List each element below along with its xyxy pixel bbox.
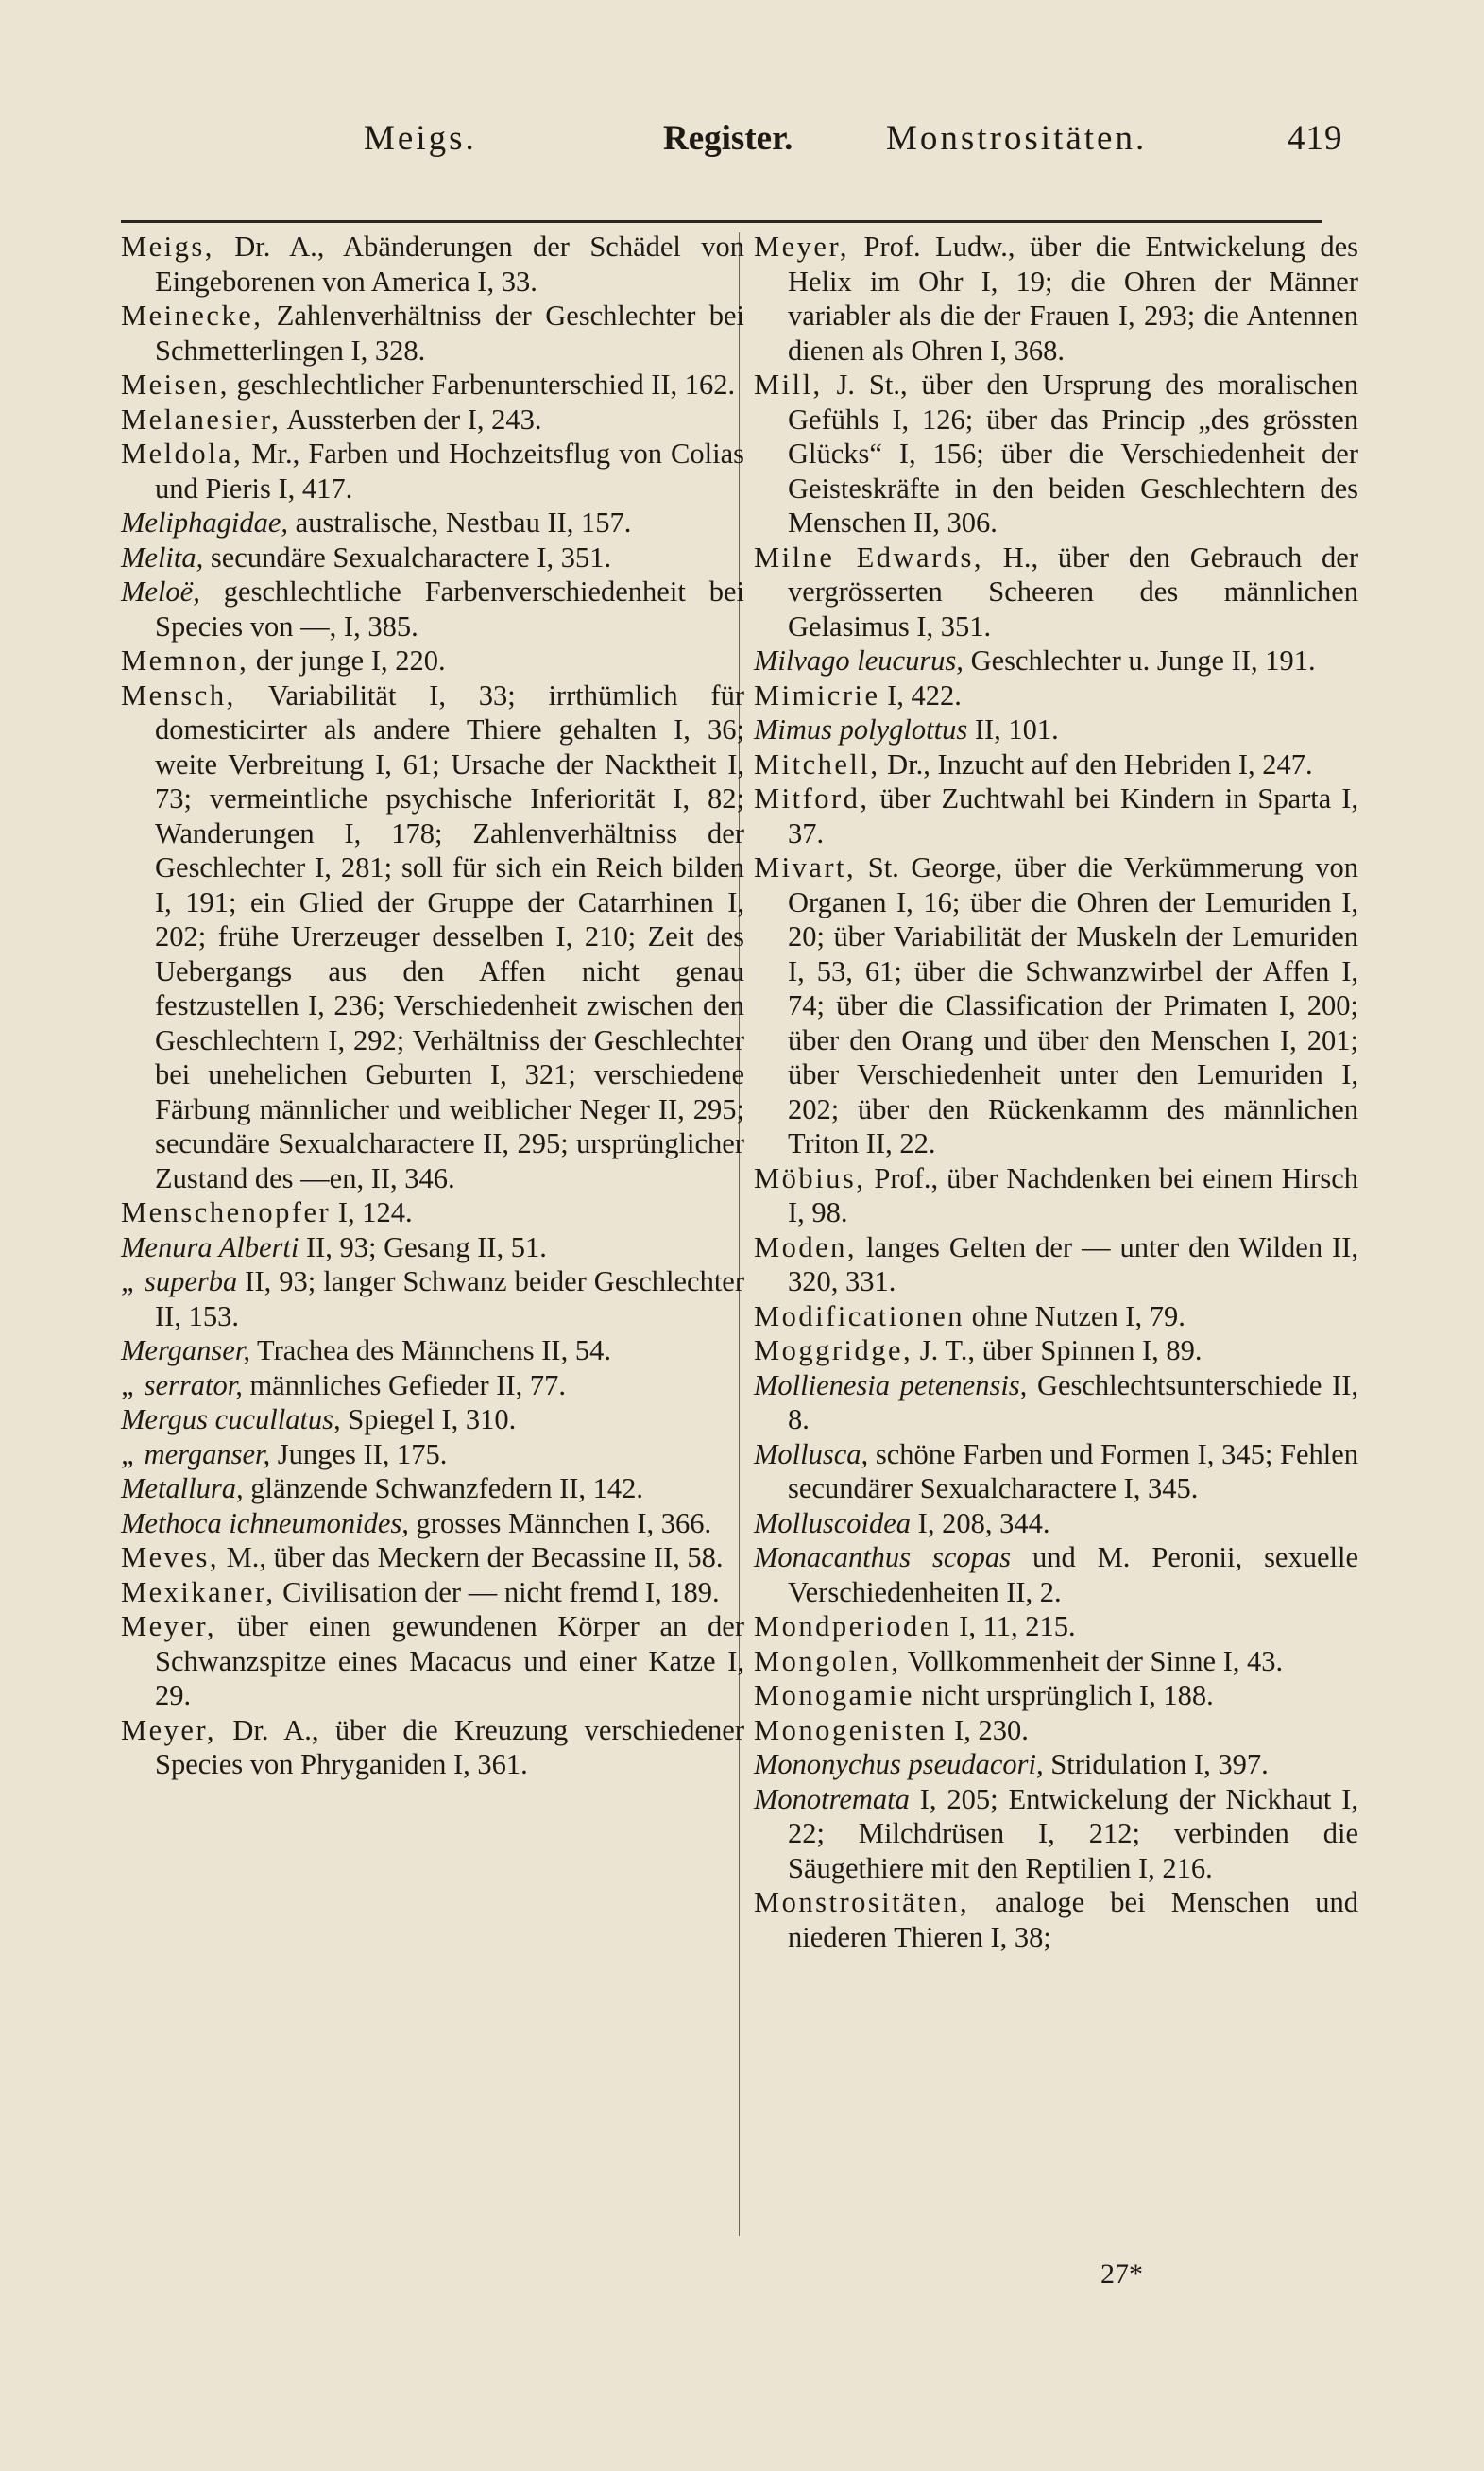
index-entry [121,1368,744,1403]
entry-text: nicht ursprünglich I, 188. [913,1679,1214,1711]
entry-text: Trachea des Männchens II, 54. [249,1334,611,1366]
index-entry [121,1333,744,1368]
entry-heading: Mongolen, [754,1644,901,1677]
header-rule [121,220,1322,223]
entry-text: I, 208, 344. [911,1506,1050,1539]
index-entry [121,1402,744,1437]
entry-heading: Meloë, [121,575,200,608]
entry-heading: Möbius, [754,1161,866,1194]
entry-heading: Menschenopfer [121,1196,332,1228]
index-entry [754,1885,1358,1954]
index-entry [754,1747,1358,1782]
entry-text: glänzende Schwanzfedern II, 142. [243,1472,644,1504]
entry-heading: Memnon, [121,644,249,677]
entry-heading: Molluscoidea [754,1506,912,1539]
entry-heading: Meisen, [121,369,230,401]
entry-heading: Mivart, [754,851,857,884]
entry-text: H., über den Gebrauch der vergrösserten Scheeren des männlichen Gelasimus I, 351. [788,541,1358,643]
index-entry [121,1195,744,1230]
index-entry [121,1575,744,1610]
entry-text: St. George, über die Verkümmerung von Organen I, 16; über die Ohren der Lemuriden I, 20; über Variabilität der Muskeln der Lemuriden I, 53, 61; über die Schwanzwirbel der Affen I, 74; über die Classification der Primaten I, 200; über den Orang und über den Menschen I, 201; über Verschiedenheit unter den Lemuriden I, 202; über den Rückenkamm des männlichen Triton II, 22. [788,851,1358,1159]
entry-heading: Milvago leucurus, [754,644,964,677]
index-entry [754,643,1358,678]
entry-text: der junge I, 220. [248,644,446,677]
entry-text: langes Gelten der — unter den Wilden II, 320, 331. [788,1230,1358,1297]
index-entry [754,850,1358,1161]
index-entry [754,230,1358,368]
entry-heading: Meigs, [121,231,214,263]
index-entry [754,368,1358,541]
entry-text: M., über das Meckern der Becassine II, 58. [218,1541,724,1573]
left-column [121,230,744,1782]
index-entry [121,1609,744,1713]
entry-text: J. T., über Spinnen I, 89. [913,1334,1203,1366]
entry-heading: Moden, [754,1230,858,1263]
entry-text: I, 11, 215. [951,1610,1076,1642]
index-entry [754,1437,1358,1506]
index-entry [121,643,744,678]
entry-text: Stridulation I, 397. [1043,1748,1269,1780]
entry-heading: Menura Alberti [121,1230,299,1263]
entry-text: geschlechtlicher Farbenunterschied II, 162. [229,369,736,401]
entry-text: schöne Farben und Formen I, 345; Fehlen secundärer Sexualcharactere I, 345. [788,1437,1358,1504]
index-entry [121,230,744,299]
entry-text: über einen gewundenen Körper an der Schwanzspitze eines Macacus und einer Katze I, 29. [155,1610,744,1711]
header-right-catchword: Monstrositäten. [886,119,1148,158]
entry-heading: Meyer, [754,231,850,263]
entry-heading: Mondperioden [754,1610,952,1642]
entry-heading: Meinecke, [121,300,264,332]
index-entry [754,781,1358,850]
page-number: 419 [1288,119,1343,158]
index-entry [754,1609,1358,1644]
entry-heading: Mill, [754,369,823,401]
entry-heading: Meliphagidae, [121,506,289,539]
entry-text: Zahlenverhältniss der Geschlechter bei Schmetterlingen I, 328. [155,300,744,367]
entry-text: II, 93; langer Schwanz beider Geschlechter II, 153. [155,1265,744,1332]
index-entry [121,506,744,541]
right-column [754,230,1358,1954]
entry-text: australische, Nestbau II, 157. [288,506,632,539]
header-left-catchword: Meigs. [364,119,477,158]
index-entry [121,678,744,1196]
entry-heading: Meldola, [121,438,244,470]
entry-heading: Methoca ichneumonides, [121,1506,409,1539]
entry-text: geschlechtliche Farbenverschiedenheit bei Species von —, I, 385. [155,575,744,643]
entry-text: ohne Nutzen I, 79. [964,1299,1185,1332]
index-entry [754,1713,1358,1748]
index-entry [121,437,744,506]
entry-text: I, 124. [331,1196,413,1228]
entry-heading: Monotremata [754,1782,910,1815]
entry-heading: Milne Edwards, [754,541,983,574]
entry-text: Variabilität I, 33; irrthümlich für domesticirter als andere Thiere gehalten I, 36; weite Verbreitung I, 61; Ursache der Nacktheit I, 73; vermeintliche psychische Inferiorität I, 82; Wanderungen I, 178; Zahlenverhältniss der Geschlechter I, 281; soll für sich ein Reich bilden I, 191; ein Glied der Gruppe der Catarrhinen I, 202; frühe Urerzeuger desselben I, 210; Zeit des Uebergangs aus den Affen nicht genau festzustellen I, 236; Verschiedenheit zwischen den Geschlechtern I, 292; Verhältniss der Geschlechter bei unehelichen Geburten I, 321; verschiedene Färbung männlicher und weiblicher Neger II, 295; secundäre Sexualcharactere II, 295; ursprünglicher Zustand des —en, II, 346. [155,678,744,1194]
entry-heading: Mollusca, [754,1437,869,1470]
index-entry [754,1333,1358,1368]
entry-text: I, 422. [879,678,962,712]
entry-heading: Mitchell, [754,747,880,781]
index-entry [121,1471,744,1506]
entry-text: Spiegel I, 310. [340,1403,517,1435]
entry-heading: Meves, [121,1541,219,1573]
index-entry [121,403,744,438]
index-entry [754,1506,1358,1541]
index-entry [754,1299,1358,1334]
entry-heading: Mollienesia petenensis, [754,1368,1028,1401]
entry-text: I, 230. [947,1713,1029,1746]
index-entry [121,299,744,368]
entry-heading: Meyer, [121,1610,217,1642]
entry-heading: Mononychus pseudacori, [754,1748,1044,1780]
entry-text: Dr., Inzucht auf den Hebriden I, 247. [879,747,1313,781]
entry-heading: Melita, [121,541,204,574]
entry-heading: Mitford, [754,782,870,815]
entry-text: II, 93; Gesang II, 51. [299,1230,547,1263]
header-section-title: Register. [663,119,793,158]
entry-text: Prof. Ludw., über die Entwickelung des Helix im Ohr I, 19; die Ohren der Männer variabler als die der Frauen I, 293; die Antennen dienen als Ohren I, 368. [788,231,1358,367]
entry-heading: Merganser, [121,1334,250,1366]
entry-heading: Melanesier, [121,403,281,436]
index-entry [754,1678,1358,1713]
index-entry [754,541,1358,644]
entry-text: Mr., Farben und Hochzeitsflug von Colias und Pieris I, 417. [155,438,744,505]
entry-heading: Mensch, [121,678,236,712]
index-entry [121,1540,744,1575]
entry-text: J. St., über den Ursprung des moralischen Gefühls I, 126; über das Princip „des grössten Glücks“ I, 156; über die Verschiedenheit der Geisteskräfte in den beiden Geschlechtern des Menschen II, 306. [788,369,1358,539]
entry-heading: Mimicrie [754,678,880,712]
entry-text: Geschlechtsunterschiede II, 8. [788,1368,1358,1435]
running-header [0,118,1484,175]
index-entry [121,541,744,575]
index-entry [754,1644,1358,1679]
index-entry [754,747,1358,782]
entry-text: analoge bei Menschen und niederen Thieren I, 38; [788,1886,1358,1953]
index-entry [121,575,744,643]
entry-heading: Meyer, [121,1713,217,1746]
entry-heading: Mexikaner, [121,1575,276,1608]
entry-heading: „ superba [121,1265,238,1297]
entry-text: II, 101. [967,713,1059,746]
entry-text: grosses Männchen I, 366. [408,1506,712,1539]
entry-text: über Zuchtwahl bei Kindern in Sparta I, 37. [788,782,1358,849]
index-entry [754,678,1358,713]
index-entry [754,1782,1358,1886]
entry-heading: Modificationen [754,1299,965,1332]
entry-heading: Monacanthus scopas [754,1541,1012,1573]
entry-heading: „ serrator, [121,1368,243,1401]
entry-heading: Moggridge, [754,1334,913,1366]
entry-text: Prof., über Nachdenken bei einem Hirsch I, 98. [788,1161,1358,1228]
index-entry [121,1506,744,1541]
entry-text: Geschlechter u. Junge II, 191. [963,644,1316,677]
entry-text: Civilisation der — nicht fremd I, 189. [275,1575,720,1608]
index-entry [754,1540,1358,1609]
index-entry [121,1230,744,1265]
index-entry [121,1713,744,1782]
index-entry [121,1264,744,1333]
entry-heading: „ merganser, [121,1437,271,1470]
entry-text: Junges II, 175. [270,1437,448,1470]
index-entry [121,368,744,403]
entry-heading: Monogamie [754,1679,914,1711]
entry-text: und M. Peronii, sexuelle Verschiedenheiten II, 2. [788,1541,1358,1608]
entry-text: secundäre Sexualcharactere I, 351. [203,541,612,574]
index-entry [754,712,1358,747]
entry-text: Aussterben der I, 243. [281,403,542,436]
entry-text: Dr. A., Abänderungen der Schädel von Eingeborenen von America I, 33. [155,231,744,298]
entry-heading: Mergus cucullatus, [121,1403,341,1435]
entry-heading: Metallura, [121,1472,244,1504]
index-entry [754,1368,1358,1437]
index-entry [754,1230,1358,1299]
entry-heading: Monstrositäten, [754,1886,970,1918]
entry-heading: Monogenisten [754,1713,947,1746]
index-entry [121,1437,744,1472]
entry-text: Dr. A., über die Kreuzung verschiedener Species von Phryganiden I, 361. [155,1713,744,1780]
index-entry [754,1161,1358,1230]
entry-text: männliches Gefieder II, 77. [242,1368,566,1401]
signature-mark: 27* [1100,2258,1143,2290]
entry-text: I, 205; Entwickelung der Nickhaut I, 22; Milchdrüsen I, 212; verbinden die Säugethiere mit den Reptilien I, 216. [788,1782,1358,1884]
entry-text: Vollkommenheit der Sinne I, 43. [900,1644,1284,1677]
entry-heading: Mimus polyglottus [754,713,968,746]
